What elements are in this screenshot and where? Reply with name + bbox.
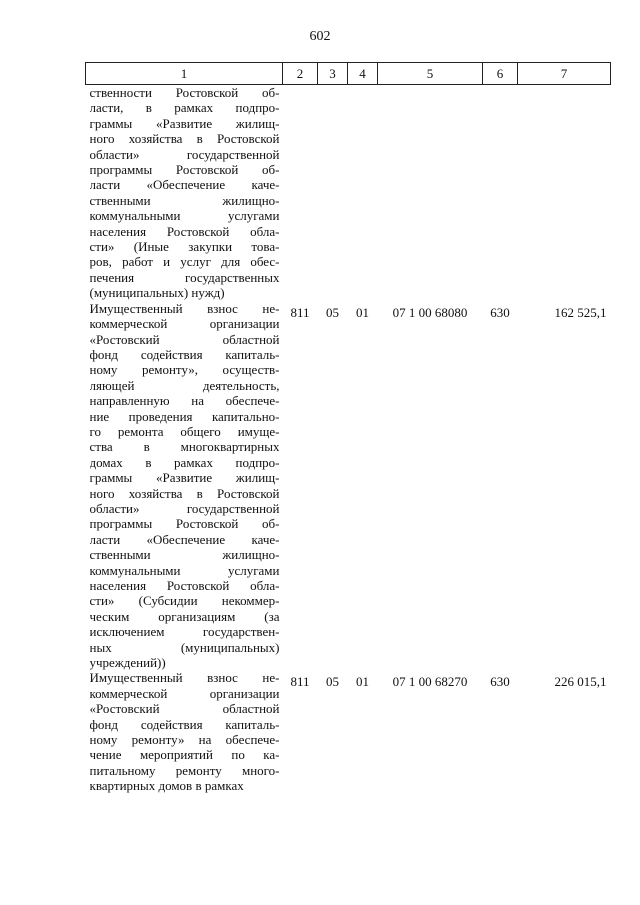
column-header-1: 1 — [86, 63, 283, 85]
cell-col-4: 01 — [356, 674, 369, 690]
row-description — [86, 85, 283, 301]
description-line: печения государственных — [89, 269, 280, 285]
column-header-7: 7 — [518, 63, 611, 85]
cell-col-5 — [378, 85, 483, 301]
description-line: учреждений)) — [89, 655, 166, 671]
column-header-2: 2 — [283, 63, 318, 85]
description-line: ров, работ и услуг для обес- — [89, 254, 280, 270]
description-line: граммы «Развитие жилищ- — [89, 470, 280, 486]
description-line: питальному ремонту много- — [89, 762, 280, 778]
description-line: го ремонта общего имуще- — [89, 423, 280, 439]
cell-col-5: 07 1 00 68080 — [392, 304, 468, 320]
description-line: сти» (Субсидии некоммер- — [89, 593, 280, 609]
cell-col-6: 630 — [490, 674, 510, 690]
description-line: коммунальными услугами — [89, 208, 280, 224]
description-line: ному ремонту», осуществ- — [89, 362, 280, 378]
description-line: фонд содействия капиталь- — [89, 346, 280, 362]
description-line: населения Ростовской обла- — [89, 223, 280, 239]
description-line: «Ростовский областной — [89, 701, 280, 717]
description-line: фонд содействия капиталь- — [89, 716, 280, 732]
description-line: сти» (Иные закупки това- — [89, 239, 280, 255]
budget-table — [85, 62, 611, 794]
description-line: ние проведения капитально- — [89, 408, 280, 424]
description-line: коммерческой организации — [89, 316, 280, 332]
cell-col-6: 630 — [490, 304, 510, 320]
column-header-3: 3 — [318, 63, 348, 85]
cell-col-5: 07 1 00 68270 — [392, 674, 468, 690]
description-line: населения Ростовской обла- — [89, 578, 280, 593]
description-line: ственными жилищно- — [89, 192, 280, 208]
description-line: ства в многоквартирных — [89, 439, 280, 455]
page-number: 602 — [309, 29, 331, 44]
cell-col-7: 162 525,1 — [554, 304, 607, 320]
description-line: чение мероприятий по ка- — [89, 747, 280, 763]
cell-col-7 — [518, 85, 611, 301]
column-header-6: 6 — [483, 63, 518, 85]
description-line: области» государственной — [89, 500, 280, 516]
description-line: ственными жилищно- — [89, 547, 280, 563]
description-line: квартирных домов в рамках — [89, 778, 244, 794]
description-line: программы Ростовской об- — [89, 162, 280, 178]
row-description — [86, 670, 283, 793]
description-line: Имущественный взнос не- — [89, 670, 280, 686]
table-row — [86, 301, 611, 671]
table-row — [86, 85, 611, 301]
header-row — [86, 63, 611, 85]
column-header-5: 5 — [378, 63, 483, 85]
description-line: домах в рамках подпро- — [89, 454, 280, 470]
cell-col-2: 811 — [290, 674, 310, 690]
description-line: ных (муниципальных) — [89, 639, 280, 655]
row-description — [86, 301, 283, 671]
cell-col-2: 811 — [290, 304, 310, 320]
description-line: ного хозяйства в Ростовской — [89, 131, 280, 147]
description-line: коммерческой организации — [89, 685, 280, 701]
cell-col-2 — [283, 85, 318, 301]
cell-col-3: 05 — [326, 674, 339, 690]
cell-col-4 — [348, 85, 378, 301]
description-line: области» государственной — [89, 146, 280, 162]
cell-col-3: 05 — [326, 304, 339, 320]
description-line: «Ростовский областной — [89, 331, 280, 347]
table-body — [86, 85, 611, 794]
description-line: исключением государствен- — [89, 624, 280, 640]
description-line: ляющей деятельность, — [89, 377, 280, 393]
description-line: ственности Ростовской об- — [89, 85, 280, 100]
description-line: ласти «Обеспечение каче- — [89, 531, 280, 547]
description-line: направленную на обеспече- — [89, 393, 280, 409]
description-line: (муниципальных) нужд) — [89, 285, 225, 301]
description-line: Имущественный взнос не- — [89, 300, 280, 316]
description-line: ласти, в рамках подпро- — [89, 100, 280, 116]
description-line: коммунальными услугами — [89, 562, 280, 578]
description-line: граммы «Развитие жилищ- — [89, 115, 280, 131]
column-header-4: 4 — [348, 63, 378, 85]
cell-col-6 — [483, 85, 518, 301]
cell-col-7: 226 015,1 — [554, 674, 607, 690]
cell-col-3 — [318, 85, 348, 301]
description-line: ного хозяйства в Ростовской — [89, 485, 280, 501]
description-line: ческим организациям (за — [89, 608, 280, 624]
description-line: ласти «Обеспечение каче- — [89, 177, 280, 193]
cell-col-4: 01 — [356, 304, 369, 320]
description-line: программы Ростовской об- — [89, 516, 280, 532]
description-line: ному ремонту» на обеспече- — [89, 732, 280, 748]
table-row — [86, 670, 611, 793]
